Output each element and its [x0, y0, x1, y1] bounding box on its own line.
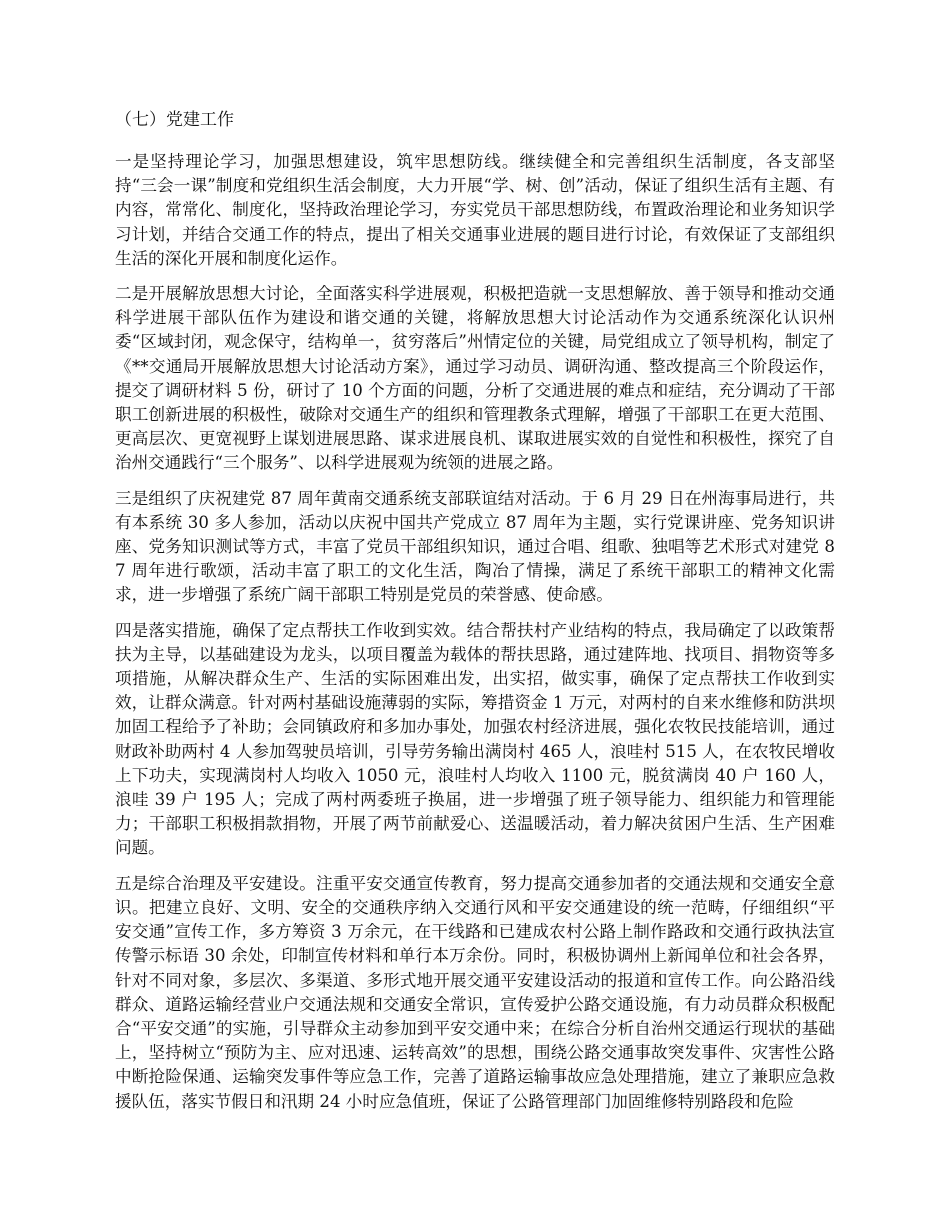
paragraph-theory-study: 一是坚持理论学习，加强思想建设，筑牢思想防线。继续健全和完善组织生活制度，各支部坚持“三会一课”制度和党组织生活会制度，大力开展“学、树、创”活动，保证了组织生活有主题、有内容，常常化、制度化，坚持政治理论学习，夯实党员干部思想防线，布置政治理论和业务知识学习计划，并结合交通工作的特点，提出了相关交通事业进展的题目进行讨论，有效保证了支部组织生活的深化开展和制度化运作。 [115, 152, 835, 268]
section-title: （七）党建工作 [115, 110, 234, 130]
paragraph-emancipation-discussion: 二是开展解放思想大讨论，全面落实科学进展观，积极把造就一支思想解放、善于领导和推动交通科学进展干部队伍作为建设和谐交通的关键，将解放思想大讨论活动作为交通系统深化认识州委“区域封闭，观念保守，结构单一，贫穷落后”州情定位的关键，局党组成立了领导机构，制定了《**交通局开展解放思想大讨论活动方案》，通过学习动员、调研沟通、整改提高三个阶段运作，提交了调研材料 5 份，研讨了 10 个方面的问题，分析了交通进展的难点和症结，充分调动了干部职工创新进展的积极性，破除对交通生产的组织和管理教条式理解，增强了干部职工在更大范围、更高层次、更宽视野上谋划进展思路、谋求进展良机、谋取进展实效的自觉性和积极性，探究了自治州交通践行“三个服务”、以科学进展观为统领的进展之路。 [115, 284, 835, 473]
paragraph-poverty-assistance: 四是落实措施，确保了定点帮扶工作收到实效。结合帮扶村产业结构的特点，我局确定了以政策帮扶为主导，以基础建设为龙头，以项目覆盖为载体的帮扶思路，通过建阵地、找项目、捐物资等多项措施，从解决群众生产、生活的实际困难出发，出实招，做实事，确保了定点帮扶工作收到实效，让群众满意。针对两村基础设施薄弱的实际，筹措资金 1 万元，对两村的自来水维修和防洪坝加固工程给予了补助；会同镇政府和多加办事处，加强农村经济进展，强化农牧民技能培训，通过财政补助两村 4 人参加驾驶员培训，引导劳务输出满岗村 465 人，浪哇村 515 人，在农牧民增收上下功夫，实现满岗村人均收入 1050 元，浪哇村人均收入 1100 元，脱贫满岗 40 户 160 人，浪哇 39 户 195 人；完成了两村两委班子换届，进一步增强了班子领导能力、组织能力和管理能力；干部职工积极捐款捐物，开展了两节前献爱心、送温暖活动，着力解决贫困户生活、生产困难问题。 [115, 620, 835, 858]
paragraph-party-anniversary: 三是组织了庆祝建党 87 周年黄南交通系统支部联谊结对活动。于 6 月 29 日在州海事局进行，共有本系统 30 多人参加，活动以庆祝中国共产党成立 87 周年为主题，实行党课讲座、党务知识讲座、党务知识测试等方式，丰富了党员干部组织知识，通过合唱、组歌、独唱等艺术形式对建党 87 周年进行歌颂，活动丰富了职工的文化生活，陶冶了情操，满足了系统干部职工的精神文化需求，进一步增强了系统广阔干部职工特别是党员的荣誉感、使命感。 [115, 488, 835, 605]
document-page [115, 108, 835, 1125]
paragraph-safety-governance: 五是综合治理及平安建设。注重平安交通宣传教育，努力提高交通参加者的交通法规和交通安全意识。把建立良好、文明、安全的交通秩序纳入交通行风和平安交通建设的统一范畴，仔细组织“平安交通”宣传工作，多方筹资 3 万余元，在干线路和已建成农村公路上制作路政和交通行政执法宣传警示标语 30 余处，印制宣传材料和单行本万余份。同时，积极协调州上新闻单位和社会各界，针对不同对象，多层次、多渠道、多形式地开展交通平安建设活动的报道和宣传工作。向公路沿线群众、道路运输经营业户交通法规和交通安全常识，宣传爱护公路交通设施，有力动员群众积极配合“平安交通”的实施，引导群众主动参加到平安交通中来；在综合分析自治州交通运行现状的基础上，坚持树立“预防为主、应对迅速、运转高效”的思想，围绕公路交通事故突发事件、灾害性公路中断抢险保通、运输突发事件等应急工作，完善了道路运输事故应急处理措施，建立了兼职应急救援队伍，落实节假日和汛期 24 小时应急值班，保证了公路管理部门加固维修特别路段和危险 [115, 873, 835, 1111]
